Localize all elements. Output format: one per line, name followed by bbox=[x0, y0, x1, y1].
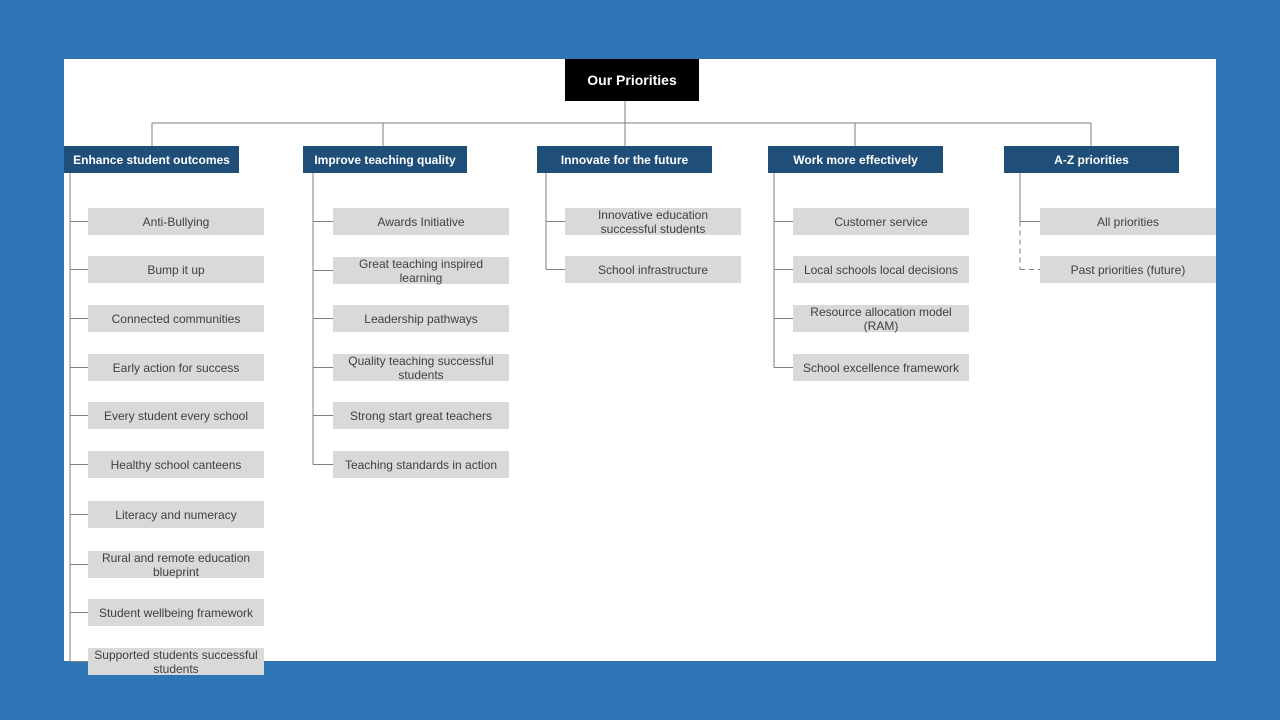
column-header bbox=[537, 146, 712, 173]
priority-item bbox=[88, 354, 264, 381]
priority-item-label: Quality teaching successful students bbox=[348, 353, 494, 382]
priority-item-label: Rural and remote education blueprint bbox=[101, 550, 251, 579]
column-header bbox=[64, 146, 239, 173]
column-header-label: A-Z priorities bbox=[1054, 152, 1129, 167]
priority-item-label: Awards Initiative bbox=[377, 214, 465, 229]
column-header bbox=[303, 146, 467, 173]
priority-item-label: All priorities bbox=[1096, 214, 1159, 229]
priority-item bbox=[793, 305, 969, 332]
column-header-label: Work more effectively bbox=[793, 152, 918, 167]
priority-item bbox=[333, 257, 509, 284]
root-label: Our Priorities bbox=[587, 72, 677, 88]
priority-item-label: Healthy school canteens bbox=[110, 457, 242, 472]
priority-item-label: Connected communities bbox=[111, 311, 241, 326]
root-node bbox=[565, 59, 699, 101]
priority-item bbox=[1040, 256, 1216, 283]
priority-item bbox=[793, 208, 969, 235]
priority-item-label: Customer service bbox=[834, 214, 928, 229]
priority-item-label: Early action for success bbox=[112, 360, 240, 375]
column-header-label: Improve teaching quality bbox=[314, 152, 456, 167]
priority-item-label: Great teaching inspired learning bbox=[358, 256, 484, 285]
org-chart bbox=[64, 59, 1216, 676]
priority-item bbox=[88, 256, 264, 283]
priority-item-label: Leadership pathways bbox=[364, 311, 478, 326]
priority-item bbox=[88, 501, 264, 528]
priority-item bbox=[88, 648, 264, 675]
priority-item-label: Bump it up bbox=[147, 262, 205, 277]
priority-item bbox=[565, 208, 741, 235]
priority-item bbox=[1040, 208, 1216, 235]
priority-item bbox=[333, 305, 509, 332]
column-header-label: Innovate for the future bbox=[560, 152, 689, 167]
priority-item bbox=[88, 551, 264, 578]
priority-item-label: Resource allocation model (RAM) bbox=[810, 304, 952, 333]
priority-item-label: School infrastructure bbox=[597, 262, 709, 277]
priority-item-label: Supported students successful students bbox=[94, 647, 258, 676]
priority-item-label: Innovative education successful students bbox=[597, 207, 709, 236]
priority-item-label: Every student every school bbox=[103, 408, 249, 423]
column-header-label: Enhance student outcomes bbox=[73, 152, 230, 167]
priority-item-label: Strong start great teachers bbox=[349, 408, 493, 423]
priority-item-label: Student wellbeing framework bbox=[98, 605, 254, 620]
priority-item bbox=[88, 451, 264, 478]
priority-item bbox=[88, 402, 264, 429]
column-header bbox=[1004, 146, 1179, 173]
priority-item bbox=[333, 451, 509, 478]
priority-item-label: Literacy and numeracy bbox=[115, 507, 237, 522]
priority-item bbox=[88, 208, 264, 235]
priority-item bbox=[565, 256, 741, 283]
column-header bbox=[768, 146, 943, 173]
priority-item bbox=[333, 208, 509, 235]
priority-item-label: Anti-Bullying bbox=[142, 214, 210, 229]
priority-item-label: Local schools local decisions bbox=[803, 262, 959, 277]
priority-item bbox=[88, 305, 264, 332]
priority-item bbox=[88, 599, 264, 626]
priority-item bbox=[793, 256, 969, 283]
priority-item bbox=[333, 354, 509, 381]
priority-item-label: Teaching standards in action bbox=[344, 457, 498, 472]
priority-item bbox=[793, 354, 969, 381]
priority-item-label: School excellence framework bbox=[802, 360, 960, 375]
priority-item-label: Past priorities (future) bbox=[1070, 262, 1186, 277]
priority-item bbox=[333, 402, 509, 429]
